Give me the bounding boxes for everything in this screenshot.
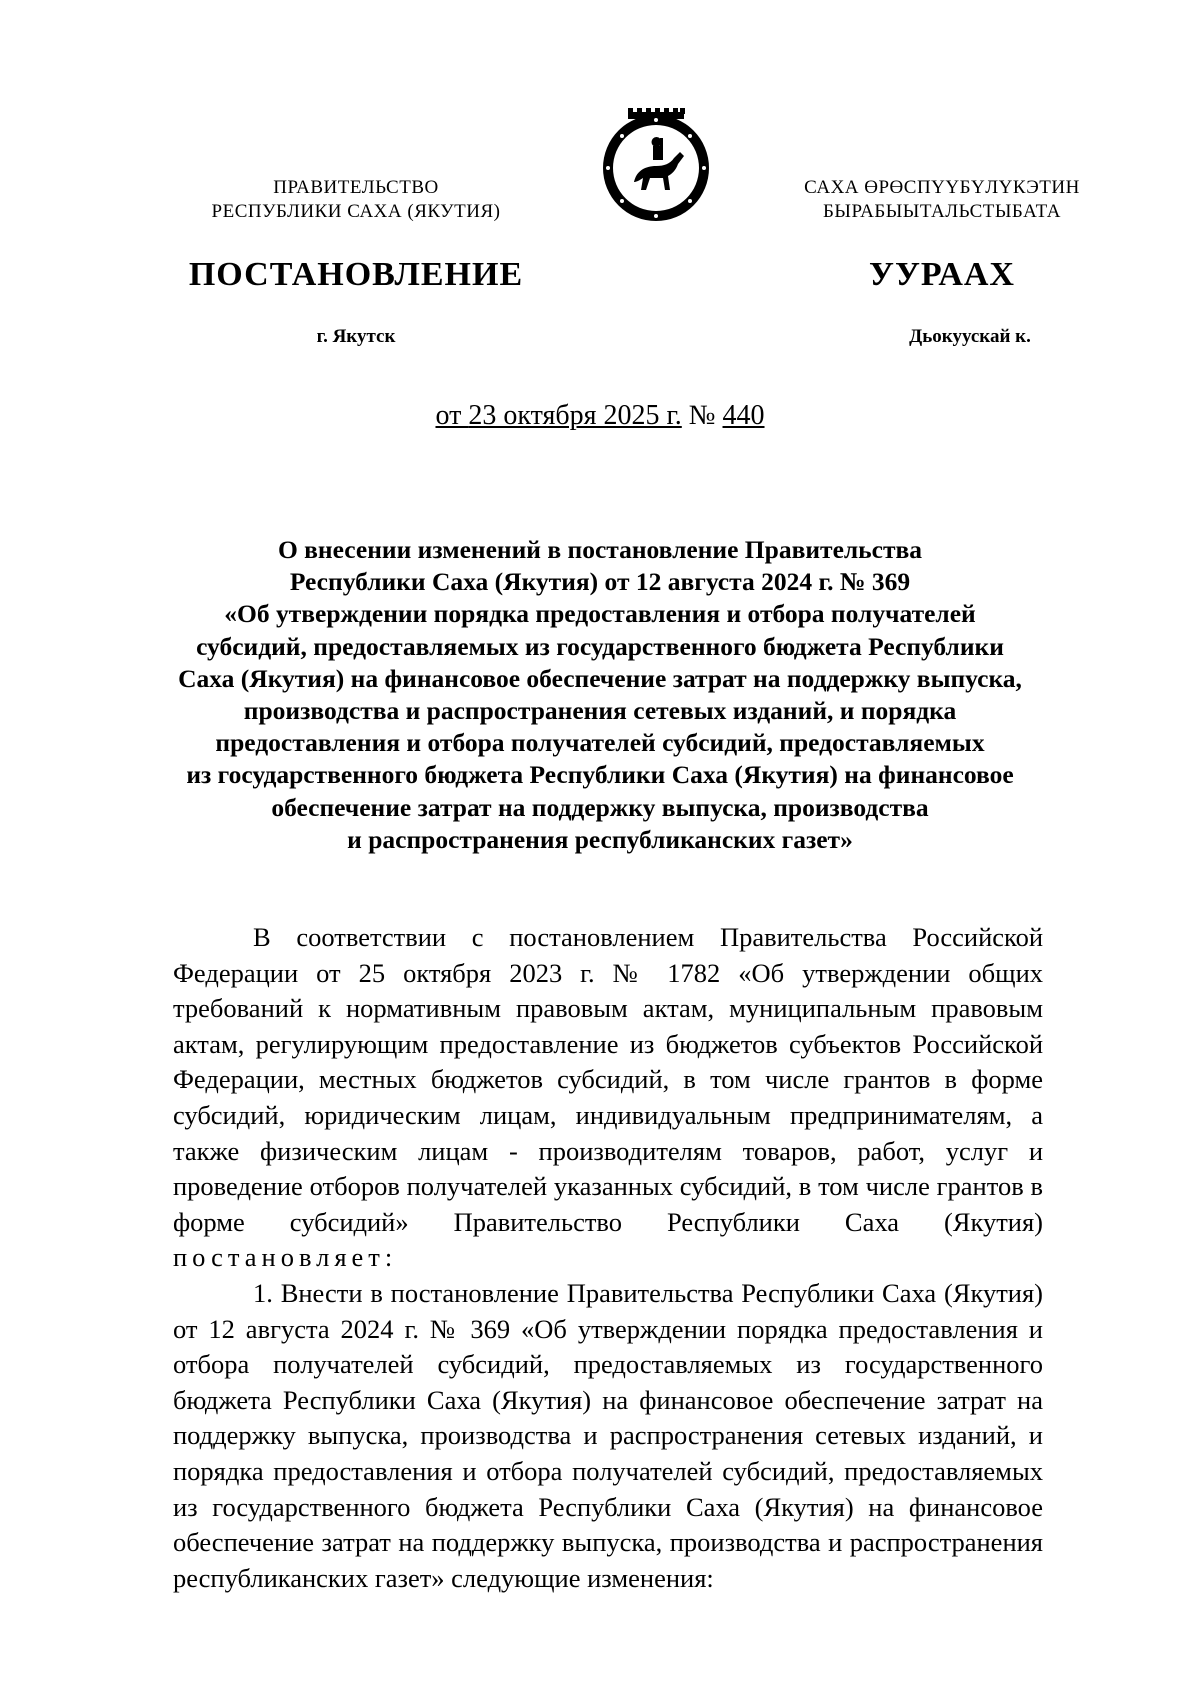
- dateline-prefix: от: [435, 400, 469, 431]
- title-line: Республики Саха (Якутия) от 12 августа 2024 г. № 369: [289, 567, 911, 597]
- doc-type-ru: ПОСТАНОВЛЕНИЕ: [188, 256, 524, 293]
- preamble-text: В соответствии с постановлением Правительства Российской Федерации от 25 октября 2023 г. № 1782 «Об утверждении общих требований к нормативным правовым актам, муниципальным правовым актам, регулирующим предоставление из бюджетов субъектов Российской Федерации, местных бюджетов субсидий, в том числе грантов в форме субсидий, юридическим лицам, индивидуальным предпринимателям, а также физическим лицам - производителям товаров, работ, услуг и проведение отборов получателей указанных субсидий, в том числе грантов в форме субсидий» Правительство Республики Саха (Якутия): [173, 922, 1043, 1237]
- resolve-word: постановляет:: [173, 1242, 398, 1273]
- header-right-line1: САХА ӨРӨСПҮҮБҮЛҮКЭТИН: [804, 177, 1080, 198]
- title-line: предоставления и отбора получателей субсидий, предоставляемых: [215, 728, 985, 758]
- dateline-number: 440: [722, 400, 765, 431]
- header-left-block: [146, 176, 566, 224]
- title-line: обеспечение затрат на поддержку выпуска, производства: [271, 792, 929, 822]
- header-right-line2: БЫРАБЫЫТАЛЬСТЫБАТА: [822, 201, 1062, 222]
- header-right-block: [732, 176, 1152, 224]
- document-body: [173, 920, 1043, 1596]
- document-title: [150, 534, 1050, 856]
- title-line: субсидий, предоставляемых из государственного бюджета Республики: [196, 631, 1004, 661]
- city-ru: г. Якутск: [316, 326, 396, 347]
- title-line: и распространения республиканских газет»: [347, 824, 853, 854]
- title-line: из государственного бюджета Республики Саха (Якутия) на финансовое: [186, 760, 1014, 790]
- doc-type-sakha: УУРААХ: [869, 256, 1015, 293]
- dateline-date: 23 октября 2025 г.: [468, 400, 682, 431]
- title-line: Саха (Якутия) на финансовое обеспечение затрат на поддержку выпуска,: [178, 663, 1022, 693]
- body-paragraph-1: 1. Внести в постановление Правительства Республики Саха (Якутия) от 12 августа 2024 г. № 369 «Об утверждении порядка предоставления и отбора получателей субсидий, предоставляемых из государственного бюджета Республики Саха (Якутия) на финансовое обеспечение затрат на поддержку выпуска, производства и распространения сетевых изданий, и порядка предоставления и отбора получателей субсидий, предоставляемых из государственного бюджета Республики Саха (Якутия) на финансовое обеспечение затрат на поддержку выпуска, производства и распространения республиканских газет» следующие изменения:: [173, 1277, 1043, 1593]
- header-left-line2: РЕСПУБЛИКИ САХА (ЯКУТИЯ): [211, 201, 501, 222]
- document-dateline: [0, 400, 1200, 432]
- title-line: О внесении изменений в постановление Правительства: [277, 535, 923, 564]
- yakutia-coat-of-arms-icon: [598, 108, 714, 224]
- header-left-line1: ПРАВИТЕЛЬСТВО: [273, 177, 439, 198]
- title-line: «Об утверждении порядка предоставления и отбора получателей: [224, 599, 976, 629]
- title-line: производства и распространения сетевых изданий, и порядка: [243, 696, 957, 726]
- dateline-number-sign: №: [681, 400, 723, 431]
- city-sakha: Дьокуускай к.: [909, 326, 1031, 347]
- body-paragraph-preamble: [173, 920, 1043, 1276]
